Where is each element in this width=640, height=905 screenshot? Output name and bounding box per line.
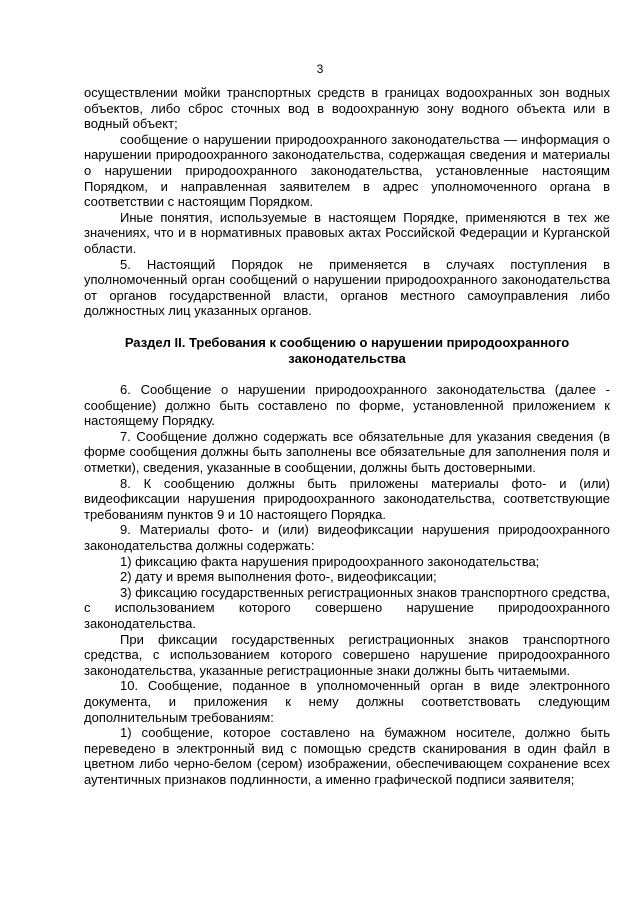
paragraph-item-10: 10. Сообщение, поданное в уполномоченный орган в виде электронного документа, и приложения к нему должны соответствовать следующим дополнительным требованиям: — [84, 678, 610, 725]
paragraph-item-7: 7. Сообщение должно содержать все обязательные для указания сведения (в форме сообщения должны быть заполнены все обязательные для заполнения поля и отметки), сведения, указанные в сообщении, должны быть достоверными. — [84, 428, 610, 476]
paragraph-item-6: 6. Сообщение о нарушении природоохранного законодательства (далее - сообщение) должно быть составлено по форме, установленной приложением к настоящему Порядку. — [84, 382, 610, 429]
paragraph-item-9: 9. Материалы фото- и (или) видеофиксации нарушения природоохранного законодательства должны содержать: — [84, 522, 610, 554]
list-item-9-3: 3) фиксацию государственных регистрационных знаков транспортного средства, с использованием которого совершено нарушение природоохранного законодательства. — [84, 584, 610, 631]
paragraph-other-terms: Иные понятия, используемые в настоящем Порядке, применяются в тех же значениях, что и в нормативных правовых актах Российской Федерации и Курганской области. — [84, 209, 610, 256]
section-title: Раздел II. Требования к сообщению о нарушении природоохранного законодательства — [124, 334, 570, 366]
paragraph-item-5: 5. Настоящий Порядок не применяется в случаях поступления в уполномоченный орган сообщений о нарушении природоохранного законодательства от органов государственной власти, органов местного самоуправления либо должностных лиц указанных органов. — [84, 256, 610, 319]
paragraph-item-8: 8. К сообщению должны быть приложены материалы фото- и (или) видеофиксации нарушения природоохранного законодательства, соответствующие требованиям пунктов 9 и 10 настоящего Порядка. — [84, 475, 610, 522]
paragraph-registration-signs: При фиксации государственных регистрационных знаков транспортного средства, с использованием которого совершено нарушение природоохранного законодательства, указанные регистрационные знаки должны быть читаемыми. — [84, 631, 610, 678]
page-number: 3 — [316, 62, 324, 76]
list-item-9-1: 1) фиксацию факта нарушения природоохранного законодательства; — [120, 553, 540, 569]
paragraph-continuation: осуществлении мойки транспортных средств в границах водоохранных зон водных объектов, либо сброс сточных вод в водоохранную зону водного объекта или в водный объект; — [84, 85, 610, 132]
paragraph-definition: сообщение о нарушении природоохранного законодательства — информация о нарушении природоохранного законодательства, содержащая сведения и материалы о нарушении природоохранного законодательства, установленные настоящим Порядком, и направленная заявителем в адрес уполномоченного органа в соответствии с настоящим Порядком. — [84, 131, 610, 210]
list-item-10-1: 1) сообщение, которое составлено на бумажном носителе, должно быть переведено в электронный вид с помощью средств сканирования в один файл в цветном либо черно-белом (сером) изображении, обеспечивающем сохранение всех аутентичных признаков подлинности, а именно графической подписи заявителя; — [84, 725, 610, 787]
list-item-9-2: 2) дату и время выполнения фото-, видеофиксации; — [120, 569, 437, 585]
document-body — [84, 85, 610, 788]
